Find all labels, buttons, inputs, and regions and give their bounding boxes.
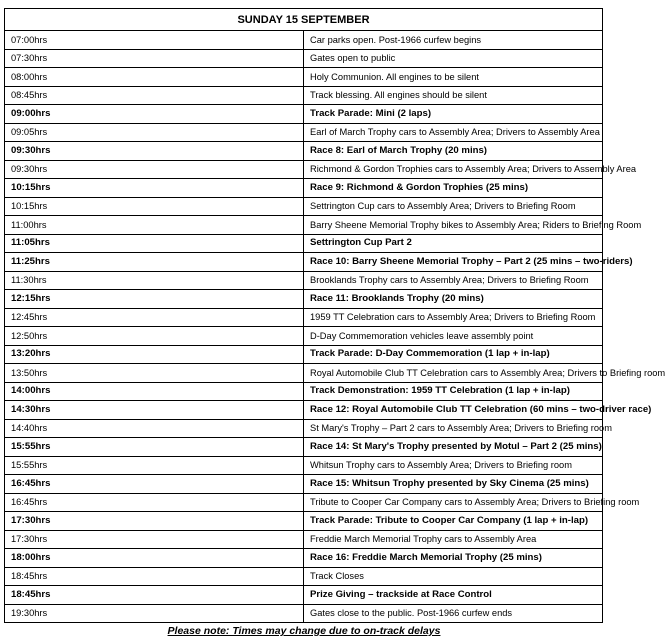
row-time: 15:55hrs [5, 456, 304, 475]
row-event: Track Closes [304, 567, 603, 586]
table-row [5, 456, 603, 475]
row-event: Freddie March Memorial Trophy cars to Assembly Area [304, 530, 603, 549]
row-event: Tribute to Cooper Car Company cars to Assembly Area; Drivers to Briefing room [304, 493, 603, 512]
row-event: Race 15: Whitsun Trophy presented by Sky Cinema (25 mins) [304, 475, 603, 494]
row-time: 17:30hrs [5, 512, 304, 531]
table-row [5, 197, 603, 216]
row-event: Race 10: Barry Sheene Memorial Trophy – Part 2 (25 mins – two-riders) [304, 253, 603, 272]
table-row [5, 475, 603, 494]
row-event: Race 14: St Mary's Trophy presented by Motul – Part 2 (25 mins) [304, 438, 603, 457]
table-row [5, 49, 603, 68]
row-event: Track blessing. All engines should be silent [304, 86, 603, 105]
row-time: 18:45hrs [5, 567, 304, 586]
table-row [5, 160, 603, 179]
row-event: Richmond & Gordon Trophies cars to Assembly Area; Drivers to Assembly Area [304, 160, 603, 179]
table-row [5, 216, 603, 235]
table-row [5, 419, 603, 438]
table-row [5, 253, 603, 272]
row-time: 07:30hrs [5, 49, 304, 68]
row-time: 11:25hrs [5, 253, 304, 272]
row-time: 09:05hrs [5, 123, 304, 142]
row-event: Prize Giving – trackside at Race Control [304, 586, 603, 605]
table-row [5, 401, 603, 420]
row-event: Royal Automobile Club TT Celebration cars to Assembly Area; Drivers to Briefing room [304, 364, 603, 383]
row-time: 09:30hrs [5, 142, 304, 161]
row-time: 14:40hrs [5, 419, 304, 438]
row-time: 11:30hrs [5, 271, 304, 290]
table-row [5, 530, 603, 549]
row-time: 15:55hrs [5, 438, 304, 457]
row-time: 19:30hrs [5, 604, 304, 623]
row-event: Race 11: Brooklands Trophy (20 mins) [304, 290, 603, 309]
row-event: D-Day Commemoration vehicles leave assembly point [304, 327, 603, 346]
row-time: 07:00hrs [5, 31, 304, 50]
row-event: Gates open to public [304, 49, 603, 68]
row-event: Race 16: Freddie March Memorial Trophy (25 mins) [304, 549, 603, 568]
schedule-body [5, 31, 665, 623]
row-event: Race 8: Earl of March Trophy (20 mins) [304, 142, 603, 161]
row-time: 12:15hrs [5, 290, 304, 309]
row-event: Race 12: Royal Automobile Club TT Celebration (60 mins – two-driver race) [304, 401, 603, 420]
row-event: Track Demonstration: 1959 TT Celebration (1 lap + in-lap) [304, 382, 603, 401]
row-event: Gates close to the public. Post-1966 curfew ends [304, 604, 603, 623]
table-row [5, 290, 603, 309]
table-row [5, 364, 603, 383]
row-time: 17:30hrs [5, 530, 304, 549]
row-time: 09:00hrs [5, 105, 304, 124]
row-event: St Mary's Trophy – Part 2 cars to Assembly Area; Drivers to Briefing room [304, 419, 603, 438]
table-row [5, 493, 603, 512]
row-time: 12:45hrs [5, 308, 304, 327]
table-row [5, 86, 603, 105]
table-row [5, 234, 603, 253]
row-time: 13:50hrs [5, 364, 304, 383]
row-event: Settrington Cup Part 2 [304, 234, 603, 253]
row-event: Race 9: Richmond & Gordon Trophies (25 mins) [304, 179, 603, 198]
row-event: Barry Sheene Memorial Trophy bikes to Assembly Area; Riders to Briefing Room [304, 216, 603, 235]
row-time: 18:00hrs [5, 549, 304, 568]
table-row [5, 327, 603, 346]
table-row [5, 567, 603, 586]
row-time: 11:00hrs [5, 216, 304, 235]
table-row [5, 179, 603, 198]
row-time: 10:15hrs [5, 197, 304, 216]
row-time: 11:05hrs [5, 234, 304, 253]
row-time: 09:30hrs [5, 160, 304, 179]
table-row [5, 105, 603, 124]
row-event: Earl of March Trophy cars to Assembly Area; Drivers to Assembly Area [304, 123, 603, 142]
table-row [5, 549, 603, 568]
row-event: 1959 TT Celebration cars to Assembly Area; Drivers to Briefing Room [304, 308, 603, 327]
row-time: 14:30hrs [5, 401, 304, 420]
row-event: Track Parade: D-Day Commemoration (1 lap + in-lap) [304, 345, 603, 364]
table-row [5, 142, 603, 161]
row-time: 08:00hrs [5, 68, 304, 87]
table-row [5, 382, 603, 401]
table-row [5, 271, 603, 290]
row-time: 10:15hrs [5, 179, 304, 198]
table-row [5, 586, 603, 605]
footer-note: Please note: Times may change due to on-track delays [167, 625, 441, 637]
row-event: Brooklands Trophy cars to Assembly Area; Drivers to Briefing Room [304, 271, 603, 290]
row-event: Track Parade: Tribute to Cooper Car Company (1 lap + in-lap) [304, 512, 603, 531]
row-time: 08:45hrs [5, 86, 304, 105]
table-row [5, 31, 603, 50]
table-row [5, 604, 603, 623]
table-row [5, 308, 603, 327]
row-event: Track Parade: Mini (2 laps) [304, 105, 603, 124]
day-heading: SUNDAY 15 SEPTEMBER [5, 9, 603, 31]
row-time: 18:45hrs [5, 586, 304, 605]
row-time: 16:45hrs [5, 493, 304, 512]
row-event: Whitsun Trophy cars to Assembly Area; Drivers to Briefing room [304, 456, 603, 475]
table-row [5, 345, 603, 364]
row-event: Car parks open. Post-1966 curfew begins [304, 31, 603, 50]
row-time: 13:20hrs [5, 345, 304, 364]
row-time: 16:45hrs [5, 475, 304, 494]
row-time: 12:50hrs [5, 327, 304, 346]
schedule-table [4, 8, 665, 623]
table-row [5, 512, 603, 531]
table-row [5, 68, 603, 87]
row-event: Holy Communion. All engines to be silent [304, 68, 603, 87]
table-row [5, 123, 603, 142]
row-time: 14:00hrs [5, 382, 304, 401]
schedule-header-row [5, 9, 603, 31]
table-row [5, 438, 603, 457]
row-event: Settrington Cup cars to Assembly Area; Drivers to Briefing Room [304, 197, 603, 216]
